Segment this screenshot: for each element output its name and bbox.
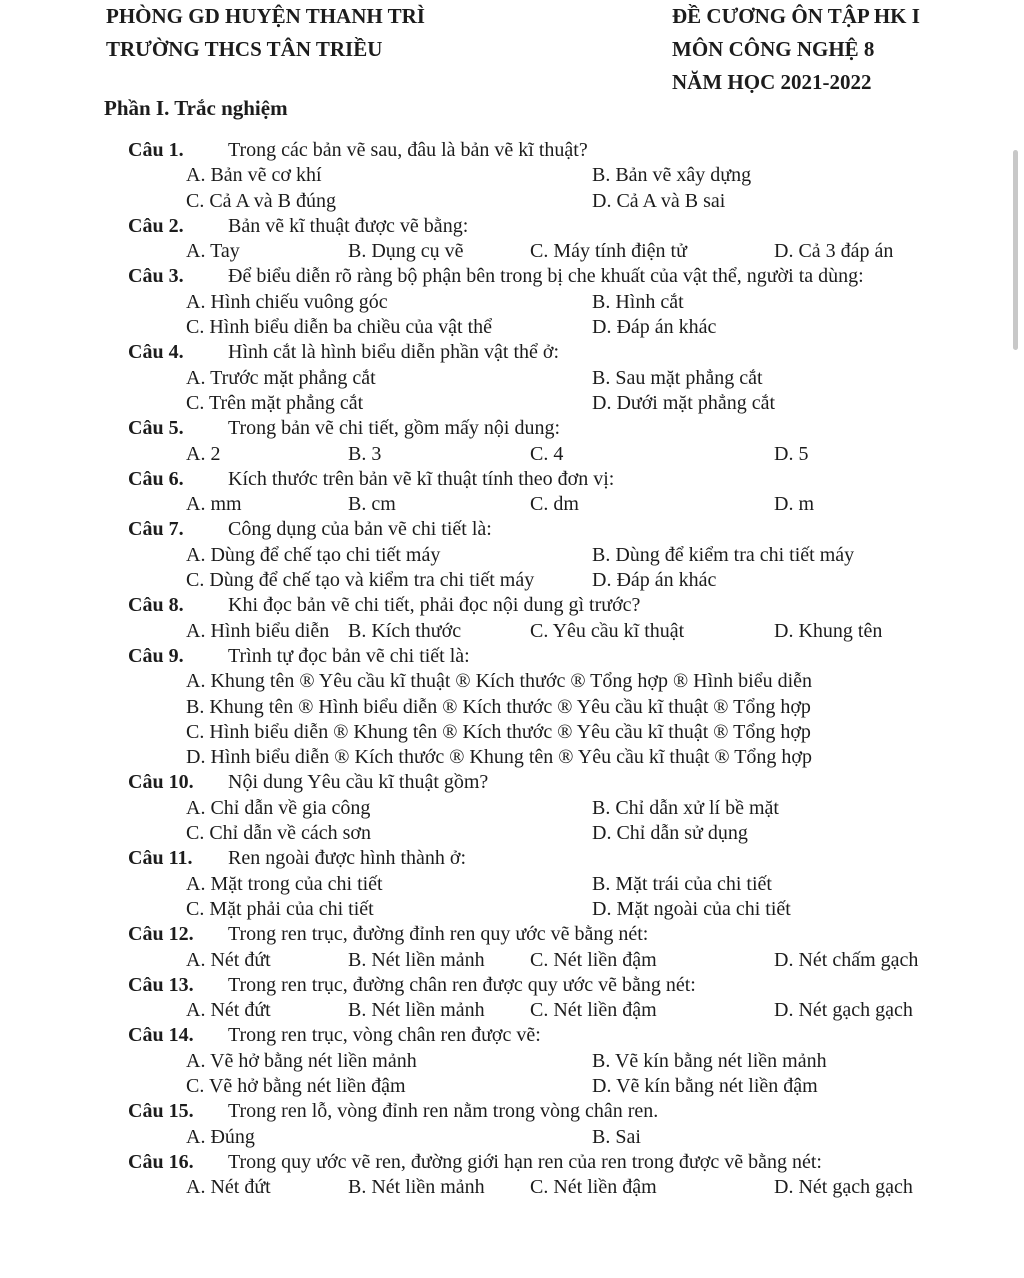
answer-option: D. Dưới mặt phẳng cắt bbox=[592, 391, 776, 414]
answer-row bbox=[128, 163, 1008, 188]
question-label: Câu 14. bbox=[128, 1024, 194, 1047]
question-heading bbox=[128, 973, 1008, 998]
school-name: TRƯỜNG THCS TÂN TRIỀU bbox=[106, 37, 383, 61]
question-label: Câu 9. bbox=[128, 644, 184, 667]
answer-row bbox=[128, 568, 1008, 593]
answer-row bbox=[128, 1049, 1008, 1074]
answer-row bbox=[128, 391, 1008, 416]
answer-option: C. Máy tính điện tử bbox=[530, 240, 687, 263]
header-right bbox=[672, 0, 920, 99]
question-14 bbox=[128, 1023, 1008, 1099]
question-label: Câu 1. bbox=[128, 139, 184, 161]
question-text: Trong ren lỗ, vòng đỉnh ren nằm trong vòng chân ren. bbox=[228, 1100, 659, 1123]
question-6 bbox=[128, 467, 1008, 518]
answer-option: A. Hình biểu diễn bbox=[186, 619, 330, 642]
answer-option: A. Bản vẽ cơ khí bbox=[186, 164, 322, 187]
answer-option: B. Sau mặt phẳng cắt bbox=[592, 366, 763, 389]
answer-option: C. Vẽ hở bằng nét liền đậm bbox=[186, 1074, 406, 1097]
answer-option: C. Yêu cầu kĩ thuật bbox=[530, 619, 685, 642]
answer-option: B. Dụng cụ vẽ bbox=[348, 240, 464, 263]
question-label: Câu 6. bbox=[128, 467, 184, 490]
question-2 bbox=[128, 214, 1008, 265]
answer-option: A. mm bbox=[186, 493, 242, 516]
answer-option: C. dm bbox=[530, 493, 579, 516]
answer-option: B. Nét liền mảnh bbox=[348, 999, 485, 1022]
question-text: Trong các bản vẽ sau, đâu là bản vẽ kĩ thuật? bbox=[228, 139, 588, 161]
question-label: Câu 13. bbox=[128, 973, 194, 996]
answer-row bbox=[128, 948, 1008, 973]
document-title: ĐỀ CƯƠNG ÔN TẬP HK I bbox=[672, 4, 920, 28]
question-text: Hình cắt là hình biểu diễn phần vật thể ở: bbox=[228, 341, 560, 364]
answer-option: C. Hình biểu diễn ® Khung tên ® Kích thước ® Yêu cầu kĩ thuật ® Tổng hợp bbox=[186, 720, 811, 743]
question-heading bbox=[128, 416, 1008, 441]
answer-option: A. Chỉ dẫn về gia công bbox=[186, 796, 371, 819]
answer-option: C. Nét liền đậm bbox=[530, 1176, 657, 1199]
answer-row bbox=[128, 745, 1008, 770]
question-text: Ren ngoài được hình thành ở: bbox=[228, 847, 467, 870]
answer-option: D. m bbox=[774, 493, 814, 516]
answer-row bbox=[128, 366, 1008, 391]
answer-option: D. Khung tên bbox=[774, 619, 883, 642]
question-label: Câu 15. bbox=[128, 1100, 194, 1123]
question-text: Trong ren trục, đường đỉnh ren quy ước vẽ bằng nét: bbox=[228, 923, 649, 946]
question-heading bbox=[128, 138, 1008, 163]
question-label: Câu 5. bbox=[128, 417, 184, 440]
question-3 bbox=[128, 264, 1008, 340]
question-8 bbox=[128, 593, 1008, 644]
question-heading bbox=[128, 1099, 1008, 1124]
question-label: Câu 2. bbox=[128, 214, 184, 237]
question-5 bbox=[128, 416, 1008, 467]
question-label: Câu 12. bbox=[128, 923, 194, 946]
question-16 bbox=[128, 1150, 1008, 1201]
question-heading bbox=[128, 1023, 1008, 1048]
answer-option: C. 4 bbox=[530, 442, 564, 465]
question-text: Khi đọc bản vẽ chi tiết, phải đọc nội dung gì trước? bbox=[228, 594, 641, 617]
answer-row bbox=[128, 290, 1008, 315]
answer-option: D. Nét gạch gạch bbox=[774, 1176, 913, 1199]
question-7 bbox=[128, 517, 1008, 593]
answer-option: B. Dùng để kiểm tra chi tiết máy bbox=[592, 543, 855, 566]
answer-option: B. Sai bbox=[592, 1125, 641, 1148]
question-text: Trong quy ước vẽ ren, đường giới hạn ren của ren trong được vẽ bằng nét: bbox=[228, 1150, 822, 1173]
question-heading bbox=[128, 214, 1008, 239]
answer-row bbox=[128, 189, 1008, 214]
question-12 bbox=[128, 922, 1008, 973]
answer-option: D. Đáp án khác bbox=[592, 569, 717, 592]
question-text: Trong ren trục, vòng chân ren được vẽ: bbox=[228, 1024, 541, 1047]
question-heading bbox=[128, 264, 1008, 289]
question-heading bbox=[128, 922, 1008, 947]
question-heading bbox=[128, 1150, 1008, 1175]
answer-option: A. Khung tên ® Yêu cầu kĩ thuật ® Kích thước ® Tổng hợp ® Hình biểu diễn bbox=[186, 670, 813, 693]
answer-option: A. 2 bbox=[186, 442, 221, 465]
question-text: Để biểu diễn rõ ràng bộ phận bên trong bị che khuất của vật thể, người ta dùng: bbox=[228, 265, 864, 288]
answer-row bbox=[128, 872, 1008, 897]
answer-row bbox=[128, 998, 1008, 1023]
answer-option: B. Bản vẽ xây dựng bbox=[592, 164, 752, 187]
answer-row bbox=[128, 796, 1008, 821]
answer-option: C. Nét liền đậm bbox=[530, 999, 657, 1022]
answer-row bbox=[128, 1175, 1008, 1200]
question-text: Kích thước trên bản vẽ kĩ thuật tính theo đơn vị: bbox=[228, 467, 615, 490]
question-15 bbox=[128, 1099, 1008, 1150]
department-name: PHÒNG GD HUYỆN THANH TRÌ bbox=[106, 4, 425, 28]
answer-option: A. Nét đứt bbox=[186, 999, 271, 1022]
question-text: Trong ren trục, đường chân ren được quy ước vẽ bằng nét: bbox=[228, 973, 696, 996]
header-left bbox=[106, 0, 425, 66]
question-heading bbox=[128, 644, 1008, 669]
answer-option: B. Hình cắt bbox=[592, 290, 684, 313]
answer-option: D. 5 bbox=[774, 442, 809, 465]
answer-option: B. Nét liền mảnh bbox=[348, 1176, 485, 1199]
answer-option: D. Nét gạch gạch bbox=[774, 999, 913, 1022]
question-heading bbox=[128, 846, 1008, 871]
question-label: Câu 16. bbox=[128, 1150, 194, 1173]
answer-option: B. Chỉ dẫn xử lí bề mặt bbox=[592, 796, 779, 819]
question-heading bbox=[128, 517, 1008, 542]
question-4 bbox=[128, 340, 1008, 416]
school-year: NĂM HỌC 2021-2022 bbox=[672, 70, 872, 94]
answer-row bbox=[128, 315, 1008, 340]
answer-option: B. Nét liền mảnh bbox=[348, 948, 485, 971]
question-label: Câu 11. bbox=[128, 847, 193, 870]
answer-option: A. Đúng bbox=[186, 1125, 255, 1148]
question-9 bbox=[128, 644, 1008, 770]
answer-option: C. Dùng để chế tạo và kiểm tra chi tiết máy bbox=[186, 569, 535, 592]
answer-option: D. Cả A và B sai bbox=[592, 189, 726, 212]
answer-option: B. Kích thước bbox=[348, 619, 462, 642]
question-list bbox=[128, 138, 1008, 1200]
answer-option: C. Cả A và B đúng bbox=[186, 189, 337, 212]
answer-row bbox=[128, 619, 1008, 644]
answer-option: A. Dùng để chế tạo chi tiết máy bbox=[186, 543, 441, 566]
answer-row bbox=[128, 897, 1008, 922]
answer-option: D. Vẽ kín bằng nét liền đậm bbox=[592, 1074, 818, 1097]
answer-option: C. Trên mặt phẳng cắt bbox=[186, 391, 364, 414]
question-heading bbox=[128, 340, 1008, 365]
answer-option: A. Nét đứt bbox=[186, 1176, 271, 1199]
answer-option: B. Vẽ kín bằng nét liền mảnh bbox=[592, 1049, 827, 1072]
question-11 bbox=[128, 846, 1008, 922]
question-text: Bản vẽ kĩ thuật được vẽ bằng: bbox=[228, 214, 469, 237]
answer-option: D. Cả 3 đáp án bbox=[774, 240, 894, 263]
answer-option: D. Chỉ dẫn sử dụng bbox=[592, 822, 748, 845]
answer-option: C. Mặt phải của chi tiết bbox=[186, 897, 374, 920]
answer-option: A. Vẽ hở bằng nét liền mảnh bbox=[186, 1049, 417, 1072]
question-1 bbox=[128, 138, 1008, 214]
answer-option: C. Nét liền đậm bbox=[530, 948, 657, 971]
question-heading bbox=[128, 770, 1008, 795]
question-label: Câu 4. bbox=[128, 341, 184, 364]
question-text: Trình tự đọc bản vẽ chi tiết là: bbox=[228, 644, 470, 667]
question-heading bbox=[128, 593, 1008, 618]
question-label: Câu 10. bbox=[128, 771, 194, 794]
section-title: Phần I. Trắc nghiệm bbox=[104, 96, 288, 120]
answer-option: C. Chỉ dẫn về cách sơn bbox=[186, 822, 371, 845]
answer-option: B. Khung tên ® Hình biểu diễn ® Kích thước ® Yêu cầu kĩ thuật ® Tổng hợp bbox=[186, 695, 811, 718]
question-label: Câu 3. bbox=[128, 265, 184, 288]
answer-option: D. Nét chấm gạch bbox=[774, 948, 919, 971]
question-10 bbox=[128, 770, 1008, 846]
answer-option: A. Trước mặt phẳng cắt bbox=[186, 366, 376, 389]
question-label: Câu 8. bbox=[128, 594, 184, 617]
answer-option: A. Tay bbox=[186, 240, 240, 263]
answer-row bbox=[128, 1074, 1008, 1099]
answer-option: B. Mặt trái của chi tiết bbox=[592, 872, 772, 895]
answer-option: A. Mặt trong của chi tiết bbox=[186, 872, 383, 895]
answer-row bbox=[128, 442, 1008, 467]
answer-row bbox=[128, 1125, 1008, 1150]
answer-option: C. Hình biểu diễn ba chiều của vật thể bbox=[186, 316, 493, 339]
answer-option: B. cm bbox=[348, 493, 396, 516]
answer-option: D. Hình biểu diễn ® Kích thước ® Khung tên ® Yêu cầu kĩ thuật ® Tổng hợp bbox=[186, 746, 813, 769]
scrollbar-thumb[interactable] bbox=[1013, 150, 1018, 350]
answer-row bbox=[128, 543, 1008, 568]
answer-option: D. Mặt ngoài của chi tiết bbox=[592, 897, 791, 920]
question-text: Nội dung Yêu cầu kĩ thuật gồm? bbox=[228, 771, 489, 794]
question-text: Công dụng của bản vẽ chi tiết là: bbox=[228, 518, 492, 541]
question-text: Trong bản vẽ chi tiết, gồm mấy nội dung: bbox=[228, 417, 561, 440]
answer-option: D. Đáp án khác bbox=[592, 316, 717, 339]
question-13 bbox=[128, 973, 1008, 1024]
answer-option: B. 3 bbox=[348, 442, 382, 465]
answer-option: A. Nét đứt bbox=[186, 948, 271, 971]
answer-row bbox=[128, 821, 1008, 846]
question-heading bbox=[128, 467, 1008, 492]
answer-row bbox=[128, 695, 1008, 720]
answer-row bbox=[128, 492, 1008, 517]
question-label: Câu 7. bbox=[128, 518, 184, 541]
answer-option: A. Hình chiếu vuông góc bbox=[186, 290, 388, 313]
answer-row bbox=[128, 720, 1008, 745]
answer-row bbox=[128, 669, 1008, 694]
subject-name: MÔN CÔNG NGHỆ 8 bbox=[672, 37, 875, 61]
answer-row bbox=[128, 239, 1008, 264]
